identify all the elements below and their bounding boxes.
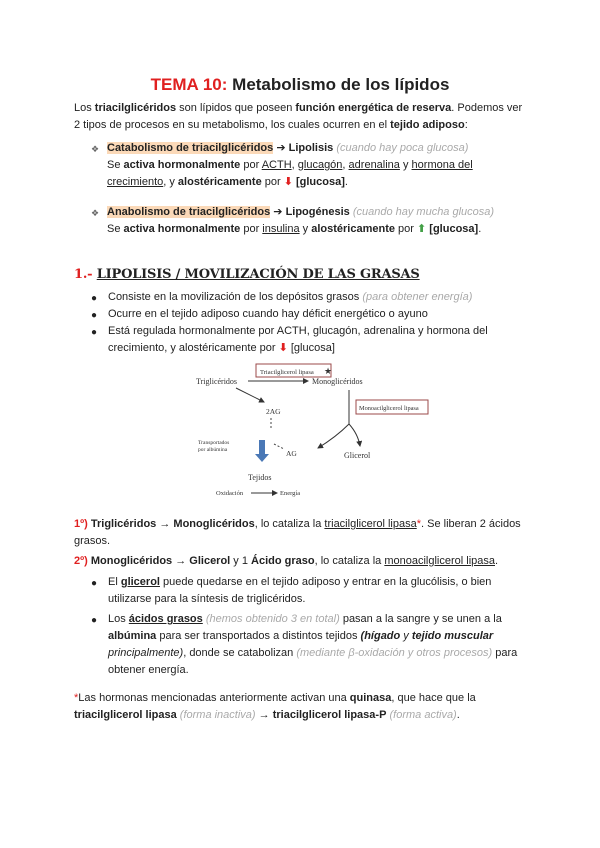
bullet-dot-icon: ● (91, 293, 98, 304)
text-bold: triacilglicerol lipasa (74, 709, 177, 721)
hormone-adrenalina: adrenalina (348, 159, 400, 171)
enzyme-name: triacilglicerol lipasa (324, 518, 417, 530)
text-bold: Glicerol (189, 555, 231, 567)
intro-line-1 (74, 100, 534, 117)
list-item-continued (108, 628, 548, 645)
title-text: Metabolismo de los lípidos (232, 75, 450, 94)
text: . (456, 709, 460, 721)
arrow-icon: → (255, 709, 273, 721)
step1-line-1 (74, 516, 534, 533)
text: puede quedarse en el tejido adiposo y entrar en la glucólisis, o bien (159, 576, 492, 588)
footnote-line-2 (74, 707, 534, 724)
hormone-glucagon: glucagón (297, 159, 343, 171)
text: Los (108, 613, 129, 625)
text: y (399, 159, 412, 171)
arrow-icon: → (172, 555, 190, 567)
text: , lo cataliza la (314, 555, 385, 567)
fork-line-left (318, 424, 349, 448)
text: El (108, 576, 121, 588)
anabolismo-line-2 (107, 221, 547, 238)
text: . (495, 555, 499, 567)
text: Ocurre en el tejido adiposo cuando hay déficit energético o ayuno (108, 308, 428, 320)
text-bold: alostéricamente (311, 223, 395, 235)
text: por (395, 223, 418, 235)
text: , que hace que la (391, 692, 476, 704)
catabolismo-label: Catabolismo de triacilglicéridos (107, 142, 274, 154)
text-bold: ácidos grasos (128, 613, 203, 625)
list-item (108, 611, 548, 628)
list-item-continued (108, 645, 548, 662)
intro-bold: triacilglicéridos (94, 102, 177, 114)
fork-line-right (349, 424, 360, 446)
step1-line-2 (74, 533, 534, 550)
intro-line-2 (74, 117, 534, 134)
intro-text: son lípidos que poseen (176, 102, 296, 114)
text-bold: tejido muscular (411, 630, 494, 642)
text: , (291, 159, 298, 171)
text-bold: quinasa (349, 692, 392, 704)
text-bold: glicerol (120, 576, 160, 588)
intro-text: : (464, 119, 468, 131)
blue-arrow-shaft (259, 440, 265, 454)
step2-line (74, 553, 534, 570)
text: . (344, 176, 348, 188)
page-title (0, 74, 600, 96)
hormone-crecimiento: hormona del (411, 159, 473, 171)
text: utilizarse para la síntesis de triglicéridos. (108, 593, 306, 605)
catabolismo-note: (cuando hay poca glucosa) (336, 142, 469, 154)
diagram-trigliceridos: Triglicéridos (196, 377, 238, 386)
step-number: 1º) (74, 518, 88, 530)
glucosa-label: [glucosa] (290, 342, 335, 354)
section-title: LIPOLISIS / MOVILIZACIÓN DE LAS GRASAS (96, 267, 420, 282)
text: Se (107, 223, 124, 235)
diagram-oxidacion: Oxidación (216, 490, 244, 497)
intro-bold: función energética de reserva (295, 102, 452, 114)
blue-arrow-head (255, 454, 269, 462)
list-item-continued (108, 340, 548, 357)
text-bold: triacilglicerol lipasa-P (272, 709, 387, 721)
bullet-dot-icon: ● (91, 327, 98, 338)
text: por (240, 223, 263, 235)
intro-bold: tejido adiposo (390, 119, 465, 131)
catabolismo-result: Lipolisis (288, 142, 334, 154)
hormone-crecimiento: crecimiento (107, 176, 164, 188)
text: . (478, 223, 482, 235)
diagram-monogliceridos: Monoglicéridos (312, 377, 363, 386)
anabolismo-note: (cuando hay mucha glucosa) (352, 206, 495, 218)
text-bold: Ácido graso (251, 555, 315, 567)
note: (forma inactiva) (179, 709, 256, 721)
catabolismo-line-3 (107, 174, 547, 191)
text: para ser transportados a distintos tejidos (156, 630, 361, 642)
note: (mediante β-oxidación y otros procesos) (296, 647, 493, 659)
diamond-bullet-icon: ❖ (91, 208, 100, 218)
enzyme-name: monoacilglicerol lipasa (384, 555, 495, 567)
text-bold: activa hormonalmente (123, 159, 241, 171)
anabolismo-line-1 (107, 204, 547, 221)
footnote-line-1 (74, 690, 534, 707)
diagram-tejidos: Tejidos (248, 473, 272, 482)
bullet-dot-icon: ● (91, 578, 98, 589)
arrow-line (236, 388, 264, 402)
footnote-star: * (416, 518, 422, 530)
intro-text: 2 tipos de procesos en su metabolismo, los cuales ocurren en el (74, 119, 391, 131)
hormone-acth: ACTH (261, 159, 292, 171)
catabolismo-line-2 (107, 157, 547, 174)
anabolismo-label: Anabolismo de triacilglicéridos (107, 206, 271, 218)
note: (hemos obtenido 3 en total) (205, 613, 340, 625)
note: (forma activa) (389, 709, 457, 721)
diagram-lipasa: Triacilglicerol lipasa (260, 369, 314, 376)
step-number: 2º) (74, 555, 88, 567)
hormone-insulina: insulina (262, 223, 300, 235)
diagram-glicerol: Glicerol (344, 451, 371, 460)
text: , y (163, 176, 178, 188)
list-item-continued (108, 591, 548, 608)
text-bold: Monoglicéridos (173, 518, 255, 530)
diagram-albumina: por albúmina (198, 447, 228, 453)
text: , (342, 159, 349, 171)
arrow-down-icon: ⬇ (283, 176, 293, 188)
intro-text: . Podemos ver (451, 102, 523, 114)
text: grasos. (74, 535, 111, 547)
arrow-down-icon: ⬇ (278, 342, 288, 354)
text-bold: Monoglicéridos (90, 555, 173, 567)
text: y 1 (230, 555, 252, 567)
text: crecimiento, y alostéricamente por (108, 342, 279, 354)
section-number: 1.- (74, 267, 93, 282)
lipolysis-diagram (196, 362, 432, 502)
star-icon: ★ (324, 366, 333, 376)
text: y (400, 630, 412, 642)
diagram-2ag: 2AG (266, 407, 281, 416)
arrow-up-icon: ⬆ (417, 223, 427, 235)
glucosa-label: [glucosa] (429, 223, 479, 235)
list-item (108, 306, 548, 323)
footnote-star: * (74, 692, 79, 704)
intro-text: Los (74, 102, 95, 114)
text: para (492, 647, 518, 659)
text: por (261, 176, 284, 188)
diagram-monolipasa: Monoacilglicerol lipasa (359, 405, 419, 412)
bullet-dot-icon: ● (91, 310, 98, 321)
text: pasan a la sangre y se unen a la (339, 613, 502, 625)
catabolismo-line-1 (107, 140, 547, 157)
arrow-icon: ➔ (270, 206, 286, 218)
list-item (108, 289, 548, 306)
text: . Se liberan 2 ácidos (421, 518, 521, 530)
text: Se (107, 159, 124, 171)
text-bold: (hígado (360, 630, 401, 642)
title-prefix: TEMA 10: (150, 75, 228, 94)
text: , lo cataliza la (254, 518, 325, 530)
text-bold: alostéricamente (177, 176, 262, 188)
text: Consiste en la movilización de los depósitos grasos (108, 291, 363, 303)
note: (para obtener energía) (362, 291, 473, 303)
glucosa-label: [glucosa] (295, 176, 345, 188)
text: y (299, 223, 312, 235)
arrow-icon: → (156, 518, 174, 530)
anabolismo-result: Lipogénesis (285, 206, 350, 218)
list-item-continued (108, 662, 548, 679)
bullet-dot-icon: ● (91, 615, 98, 626)
diagram-transportados: Transportados (198, 440, 230, 446)
text-bold: Triglicéridos (90, 518, 157, 530)
text: por (240, 159, 262, 171)
section-heading (74, 266, 420, 283)
diagram-ag: AG (286, 449, 297, 458)
text: Las hormonas mencionadas anteriormente activan una (78, 692, 350, 704)
text-bold: albúmina (108, 630, 157, 642)
text-bold: activa hormonalmente (123, 223, 241, 235)
arrow-icon: ➔ (273, 142, 289, 154)
list-item (108, 323, 548, 340)
text: , donde se catabolizan (183, 647, 297, 659)
text: obtener energía. (108, 664, 189, 676)
text: Está regulada hormonalmente por ACTH, glucagón, adrenalina y hormona del (108, 325, 488, 337)
diamond-bullet-icon: ❖ (91, 144, 100, 154)
list-item (108, 574, 548, 591)
diagram-energia: Energía (280, 490, 301, 497)
dashed-arrow (274, 444, 284, 449)
text: principalmente) (108, 647, 184, 659)
